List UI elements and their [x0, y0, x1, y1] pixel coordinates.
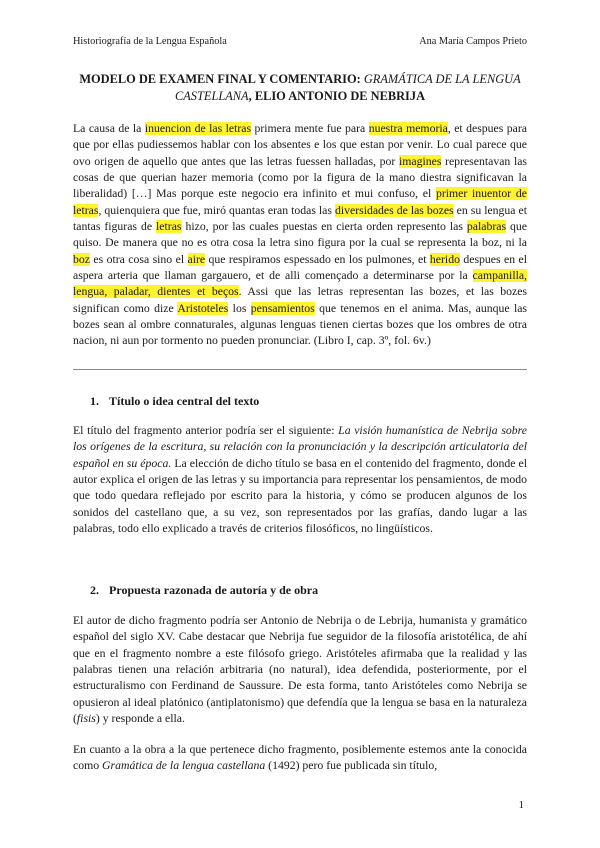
- section-heading-1: [90, 394, 527, 409]
- highlighted-term: Aristoteles: [177, 301, 229, 315]
- italic-text: La visión humanística de Nebrija sobre los orígenes de la escritura, su relación con la pronunciación y la descripción articulatoria del español en su época.: [73, 424, 527, 470]
- title-work: GRAMÁTICA DE LA LENGUA CASTELLANA: [174, 72, 521, 103]
- text-run: , et despues para que por ellas pudiessemos hablar con los absentes e los que estan por venir. Lo cual parece que ovo origen de aquello que antes que las letras fuessen halladas, por: [73, 122, 527, 168]
- section-2-paragraph-2: [73, 742, 527, 775]
- quoted-fragment: [73, 121, 527, 350]
- text-run: representavan las cosas de que querian hazer memoria (como por la figura de la mano diestra significavan la liberalidad) […] Mas porque este negocio era infinito et mui confuso, el: [73, 154, 527, 201]
- highlighted-term: aire: [187, 252, 206, 266]
- section-number: 1.: [90, 394, 99, 408]
- highlighted-term: diversidades de las bozes: [334, 203, 454, 217]
- italic-text: fisis: [76, 712, 96, 726]
- text-run: en su lengua et tantas figuras de: [73, 203, 528, 234]
- highlighted-term: boz: [73, 252, 90, 266]
- text-run: La causa de la: [73, 122, 145, 135]
- highlighted-term: letras: [156, 220, 182, 234]
- italic-text: Gramática de la lengua castellana: [102, 759, 266, 773]
- text-run: despues en el aspera arteria que llaman gargauero, et de alli començado a determinarse por la: [73, 252, 527, 283]
- highlighted-term: pensamientos: [250, 301, 315, 315]
- text-run: , quienquiera que fue, miró quantas eran todas las: [98, 203, 335, 217]
- section-heading-text: Propuesta razonada de autoría y de obra: [109, 583, 319, 597]
- section-number: 2.: [90, 583, 99, 597]
- text-run: que tenemos en el anima. Mas, aunque las bozes sean al ombre connaturales, algunas lenguas tienen ciertas bozes que los ombres de otra nacion, ni aun por tormento no pueden pronunciar. (Libro I, cap. 3º, fol. 6v.): [73, 301, 527, 348]
- header-author: Ana María Campos Prieto: [419, 36, 527, 47]
- text-run: . Assi que las letras representan las bozes, et las bozes significan como dize: [73, 285, 528, 315]
- header-course-title: Historiografía de la Lengua Española: [73, 36, 227, 47]
- highlighted-term: inuencion de las letras: [144, 122, 252, 135]
- text-run: El autor de dicho fragmento podría ser Antonio de Nebrija o de Lebrija, humanista y gramático español del siglo XV. Cabe destacar que Nebrija fue seguidor de la filosofía aristotélica, de ahí que en el fragmento nombre a este filósofo griego. Aristóteles afirmaba que la realidad y las palabras tienen una relación arbitraria (no natural), idea defendida, posteriormente, por el estructuralismo con Ferdinand de Saussure. De esta forma, tanto Aristóteles como Nebrija se opusieron al ideal platónico (antiplatonismo) que defendía que la lengua se basa en la naturaleza (: [73, 614, 527, 726]
- text-run: es otra cosa sino el: [89, 252, 188, 266]
- highlighted-term: imagines: [398, 154, 442, 168]
- text-run: ) y responde a ella.: [95, 712, 185, 726]
- section-heading-2: [90, 583, 527, 598]
- text-run: que respiramos espessado en los pulmones, et: [205, 252, 430, 266]
- text-run: los: [228, 301, 251, 315]
- highlighted-term: primer inuentor de letras: [73, 187, 527, 217]
- document-title: [73, 71, 527, 105]
- text-run: El título del fragmento anterior podría ser el siguiente:: [73, 424, 339, 437]
- text-run: que quiso. De manera que no es otra cosa la letra sino figura por la cual se representa la boz, ni la: [73, 220, 527, 250]
- highlighted-term: nuestra memoria: [368, 122, 448, 135]
- highlighted-term: palabras: [466, 220, 507, 234]
- title-suffix: , ELIO ANTONIO DE NEBRIJA: [248, 89, 426, 103]
- text-run: (1492) pero fue publicada sin título,: [265, 759, 438, 773]
- section-2-paragraph-1: [73, 613, 527, 727]
- highlighted-term: campanilla, lengua, paladar, dientes et beços: [73, 269, 527, 299]
- title-prefix: MODELO DE EXAMEN FINAL Y COMENTARIO:: [79, 72, 364, 86]
- text-run: primera mente fue para: [251, 122, 369, 135]
- highlighted-term: herido: [429, 252, 460, 266]
- text-run: hizo, por las cuales puestas en cierta orden represento las: [181, 220, 467, 234]
- section-1-paragraph: [73, 423, 527, 537]
- section-heading-text: Título o idea central del texto: [109, 394, 260, 408]
- section-divider: [73, 369, 527, 370]
- text-run: La elección de dicho título se basa en el contenido del fragmento, donde el autor explica el origen de las letras y su importancia para representar los pensamientos, de modo que todo quedara reflejado por escrito para la historia, y cómo se producen algunos de los sonidos del castellano que, a su vez, son representados por las grafías, dando lugar a las palabras, todo ello explicado a través de criterios filosóficos, no lingüísticos.: [73, 456, 527, 536]
- page-number: 1: [518, 799, 524, 811]
- running-header: [73, 36, 527, 47]
- text-run: En cuanto a la obra a la que pertenece dicho fragmento, posiblemente estemos ante la conocida como: [73, 743, 527, 773]
